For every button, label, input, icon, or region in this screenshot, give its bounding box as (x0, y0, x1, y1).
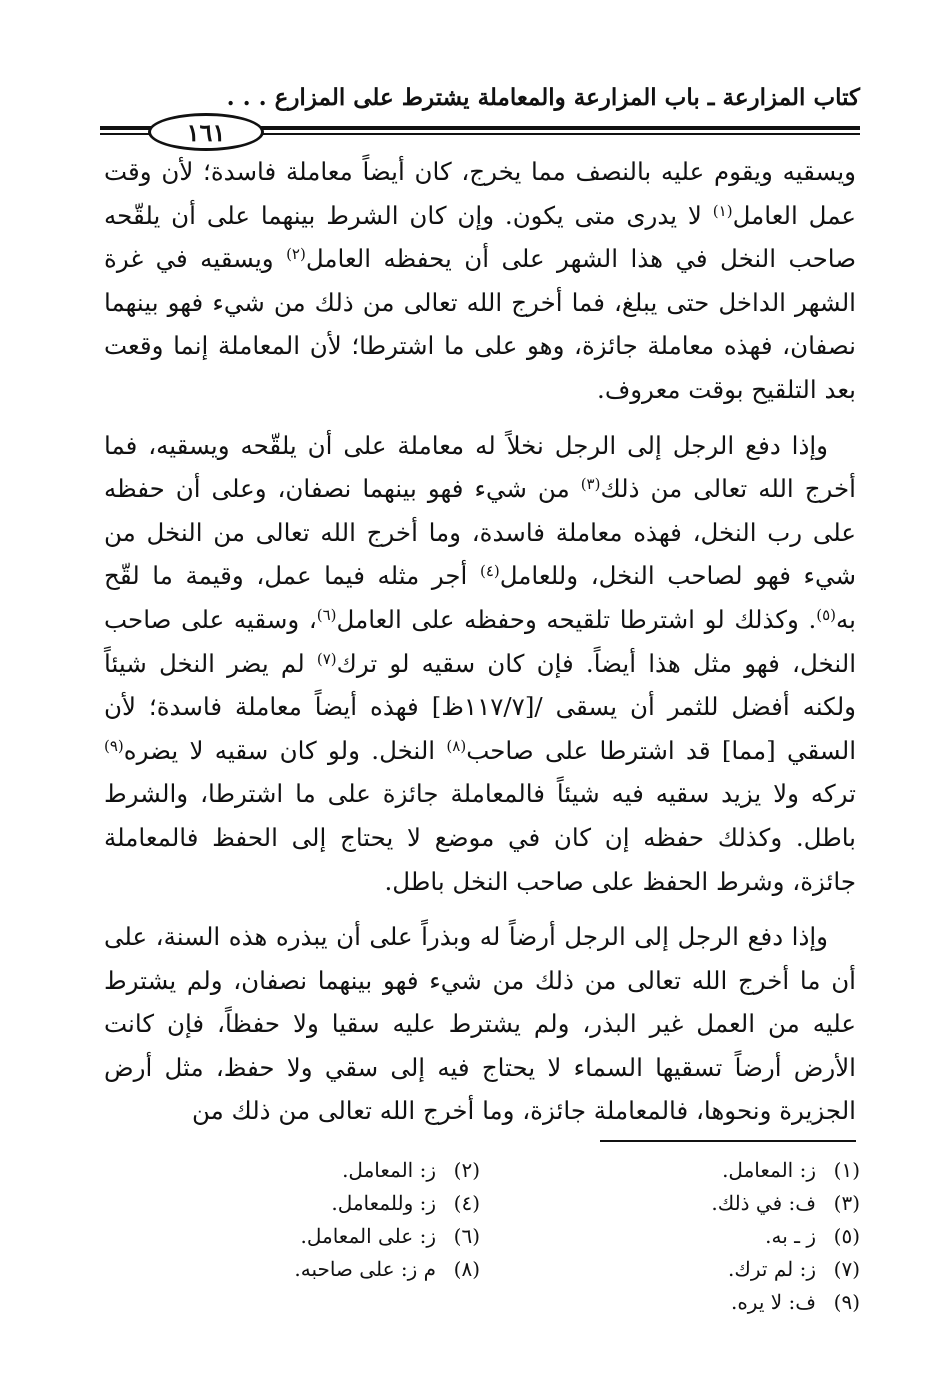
footnote-marker[interactable]: (٥) (816, 605, 837, 624)
footnote-number: (٢) (453, 1158, 480, 1182)
paragraph-1 (104, 150, 856, 412)
footnote-number: (٨) (453, 1257, 480, 1281)
footnote-marker[interactable]: (٦) (316, 605, 337, 624)
footnote-number: (٥) (833, 1224, 860, 1248)
footnote-number: (٧) (833, 1257, 860, 1281)
footnote-text: ز: لم ترك. (728, 1257, 816, 1281)
footnote-4 (100, 1187, 480, 1220)
footnote-text: ز: على المعامل. (300, 1224, 436, 1248)
footnote-marker[interactable]: (١) (712, 201, 733, 220)
text-run: ، وسقيه على صاحب النخل، فهو مثل هذا أيضاً. فإن كان سقيه لو ترك (104, 604, 856, 678)
footnote-marker[interactable]: (٩) (104, 736, 124, 755)
paragraph-2 (104, 424, 856, 904)
footnote-row (100, 1220, 860, 1253)
page-header (100, 84, 860, 147)
footnote-5 (480, 1220, 860, 1253)
footnote-2 (100, 1154, 480, 1187)
text-run: تركه ولا يزيد سقيه فيه شيئاً فالمعاملة جائزة على ما اشترطا، والشرط باطل. وكذلك حفظه إن كان في موضع لا يحتاج إلى الحفظ فالمعاملة جائزة، وشرط الحفظ على صاحب النخل باطل. (104, 779, 856, 896)
text-run: لم يضر النخل شيئاً ولكنه أفضل للثمر أن يسقى /[١١٧/٧ظ] فهذه أيضاً معاملة فاسدة؛ لأن السقي [مما] قد اشترطا على صاحب (104, 648, 856, 765)
footnote-row (100, 1253, 860, 1286)
text-run: ويسقيه في غرة الشهر الداخل حتى يبلغ، فما أخرج الله تعالى من ذلك من شيء فهو بينهما نصفان، فهذه معاملة جائزة، وهو على ما اشترطا؛ لأن المعاملة إنما وقعت بعد التلقيح بوقت معروف. (104, 244, 856, 404)
footnote-marker[interactable]: (٤) (479, 562, 500, 581)
footnote-marker[interactable]: (٢) (286, 245, 306, 264)
footnote-8 (100, 1253, 480, 1286)
footnote-marker[interactable]: (٨) (446, 736, 467, 755)
footnote-text: ز: المعامل. (722, 1158, 816, 1182)
footnote-number: (٣) (833, 1191, 860, 1215)
footnote-text: ف: لا يره. (730, 1290, 816, 1314)
footnote-1 (480, 1154, 860, 1187)
footnote-text: ز: وللمعامل. (331, 1191, 436, 1215)
footnote-text: ز: المعامل. (342, 1158, 436, 1182)
text-run: من شيء فهو بينهما نصفان، وعلى أن حفظه على رب النخل، فهذه معاملة فاسدة، وما أخرج الله تعالى من النخل من شيء فهو لصاحب النخل، وللعامل (104, 474, 856, 591)
footnote-marker[interactable]: (٣) (580, 475, 601, 494)
paragraph-3 (104, 915, 856, 1133)
footnote-row (100, 1286, 860, 1319)
text-run: لا يدرى متى يكون. وإن كان الشرط بينهما على أن يلقّحه صاحب النخل في هذا الشهر على أن يحفظه العامل (104, 200, 856, 274)
footnote-row (100, 1187, 860, 1220)
footnote-6 (100, 1220, 480, 1253)
footnote-text: ف: في ذلك. (711, 1191, 816, 1215)
text-run: . وكذلك لو اشترطا تلقيحه وحفظه على العامل (336, 604, 817, 634)
page-number: ١٦١ (186, 117, 226, 147)
footnote-separator (600, 1140, 856, 1142)
footnote-number: (٤) (453, 1191, 480, 1215)
footnote-row (100, 1154, 860, 1187)
footnote-text: م ز: على صاحبه. (294, 1257, 436, 1281)
text-run: النخل. ولو كان سقيه لا يضره (123, 735, 447, 765)
footnote-number: (١) (833, 1158, 860, 1182)
footnote-3 (480, 1187, 860, 1220)
footnote-7 (480, 1253, 860, 1286)
footnote-number: (٩) (833, 1290, 860, 1314)
footnote-9 (480, 1286, 860, 1319)
running-title: كتاب المزارعة ـ باب المزارعة والمعاملة يشترط على المزارع . . . (226, 84, 860, 111)
text-run: وإذا دفع الرجل إلى الرجل أرضاً له وبذراً على أن يبذره هذه السنة، على أن ما أخرج الله تعالى من ذلك من شيء فهو بينهما نصفان، ولم يشترط عليه من العمل غير البذر، ولم يشترط عليه سقيا ولا حفظاً، فإن كانت الأرض أرضاً تسقيها السماء لا يحتاج فيه إلى سقي ولا حفظ، مثل أرض الجزيرة ونحوها، فالمعاملة جائزة، وما أخرج الله تعالى من ذلك من (104, 922, 856, 1126)
footnote-text: ز ـ به. (765, 1224, 816, 1248)
text-run: أجر مثله فيما عمل، وقيمة ما لقّح به (104, 561, 856, 634)
text-run: وإذا دفع الرجل إلى الرجل نخلاً له معاملة على أن يلقّحه ويسقيه، فما أخرج الله تعالى من ذلك (104, 430, 856, 504)
footnote-number: (٦) (453, 1224, 480, 1248)
text-run: ويسقيه ويقوم عليه بالنصف مما يخرج، كان أيضاً معاملة فاسدة؛ لأن وقت عمل العامل (104, 157, 857, 230)
page-number-cartouche (148, 113, 264, 151)
main-text (104, 150, 856, 1133)
footnotes (100, 1154, 860, 1319)
footnote-marker[interactable]: (٧) (316, 649, 337, 668)
